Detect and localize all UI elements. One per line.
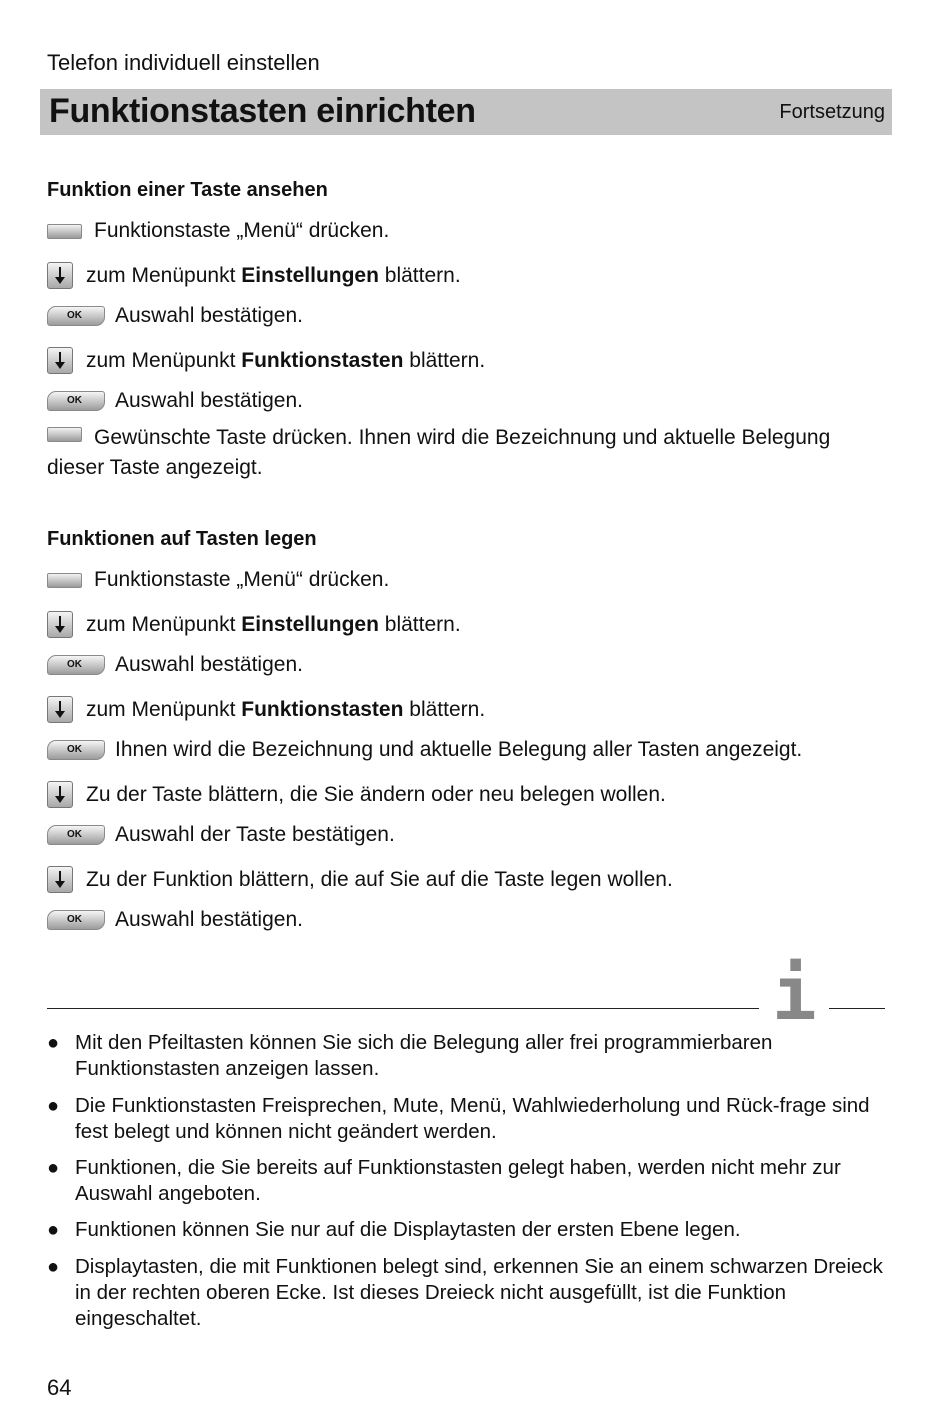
title-bar xyxy=(40,89,892,135)
ok-key-icon: OK xyxy=(47,910,105,930)
section-heading-assign: Funktionen auf Tasten legen xyxy=(47,528,317,550)
page-title: Funktionstasten einrichten xyxy=(49,92,476,130)
step xyxy=(47,738,802,762)
continuation-label: Fortsetzung xyxy=(779,101,885,123)
note-item xyxy=(47,1155,897,1207)
note-item xyxy=(47,1254,897,1332)
step-text: Auswahl bestätigen. xyxy=(115,653,303,676)
function-key-icon xyxy=(47,573,82,588)
ok-key-icon: OK xyxy=(47,825,105,845)
step xyxy=(47,304,303,328)
step xyxy=(47,568,389,592)
step xyxy=(47,653,303,677)
step xyxy=(47,423,897,483)
step-text: zum Menüpunkt Funktionstasten blättern. xyxy=(86,348,486,372)
step-text: Funktionstaste „Menü“ drücken. xyxy=(94,219,390,242)
ok-key-icon: OK xyxy=(47,740,105,760)
step xyxy=(47,781,666,808)
arrow-down-key-icon xyxy=(47,696,73,723)
step-text: Zu der Taste blättern, die Sie ändern oder neu belegen wollen. xyxy=(86,782,666,806)
function-key-icon xyxy=(47,427,82,442)
arrow-down-key-icon xyxy=(47,347,73,374)
step-text-continued: dieser Taste angezeigt. xyxy=(47,456,263,479)
note-item xyxy=(47,1030,897,1082)
info-divider-right xyxy=(829,1008,885,1009)
step xyxy=(47,389,303,413)
step-text: Funktionstaste „Menü“ drücken. xyxy=(94,568,390,591)
step-text: Auswahl bestätigen. xyxy=(115,304,303,327)
running-title: Telefon individuell einstellen xyxy=(47,50,320,75)
ok-key-icon: OK xyxy=(47,306,105,326)
step xyxy=(47,696,485,723)
note-text: Mit den Pfeiltasten können Sie sich die Belegung aller frei programmierbaren Funktionstasten anzeigen lassen. xyxy=(75,1031,773,1080)
note-text: Funktionen, die Sie bereits auf Funktionstasten gelegt haben, werden nicht mehr zur Auswahl angeboten. xyxy=(75,1156,841,1205)
function-key-icon xyxy=(47,224,82,239)
step-text: Ihnen wird die Bezeichnung und aktuelle Belegung aller Tasten angezeigt. xyxy=(115,738,803,761)
step xyxy=(47,908,303,932)
info-icon: i xyxy=(772,951,817,1037)
step-text: Gewünschte Taste drücken. Ihnen wird die Bezeichnung und aktuelle Belegung xyxy=(94,426,831,449)
ok-key-icon: OK xyxy=(47,391,105,411)
step xyxy=(47,347,485,374)
step-text: zum Menüpunkt Einstellungen blättern. xyxy=(86,612,461,636)
bullet-icon: ● xyxy=(47,1095,60,1117)
arrow-down-key-icon xyxy=(47,781,73,808)
ok-key-icon: OK xyxy=(47,655,105,675)
step xyxy=(47,823,395,847)
note-text: Die Funktionstasten Freisprechen, Mute, Menü, Wahlwiederholung und Rück-frage sind fest belegt und können nicht geändert werden. xyxy=(75,1094,870,1143)
step-text: Zu der Funktion blättern, die auf Sie auf die Taste legen wollen. xyxy=(86,867,673,891)
arrow-down-key-icon xyxy=(47,262,73,289)
bullet-icon: ● xyxy=(47,1219,60,1241)
bullet-icon: ● xyxy=(47,1256,60,1278)
info-divider-left xyxy=(47,1008,759,1009)
note-text: Displaytasten, die mit Funktionen belegt sind, erkennen Sie an einem schwarzen Dreieck in der rechten oberen Ecke. Ist dieses Dreieck nicht ausgefüllt, ist die Funktion eingeschaltet. xyxy=(75,1255,883,1330)
step-text: Auswahl bestätigen. xyxy=(115,908,303,931)
step-text: Auswahl der Taste bestätigen. xyxy=(115,823,395,846)
arrow-down-key-icon xyxy=(47,611,73,638)
note-text: Funktionen können Sie nur auf die Displaytasten der ersten Ebene legen. xyxy=(75,1218,741,1241)
bullet-icon: ● xyxy=(47,1157,60,1179)
arrow-down-key-icon xyxy=(47,866,73,893)
step xyxy=(47,219,389,243)
note-item xyxy=(47,1217,897,1243)
step-text: zum Menüpunkt Einstellungen blättern. xyxy=(86,263,461,287)
note-item xyxy=(47,1093,897,1145)
step-text: zum Menüpunkt Funktionstasten blättern. xyxy=(86,697,486,721)
page-number: 64 xyxy=(47,1375,72,1400)
step xyxy=(47,611,461,638)
bullet-icon: ● xyxy=(47,1032,60,1054)
step xyxy=(47,262,461,289)
step xyxy=(47,866,673,893)
step-text: Auswahl bestätigen. xyxy=(115,389,303,412)
section-heading-view: Funktion einer Taste ansehen xyxy=(47,179,328,201)
